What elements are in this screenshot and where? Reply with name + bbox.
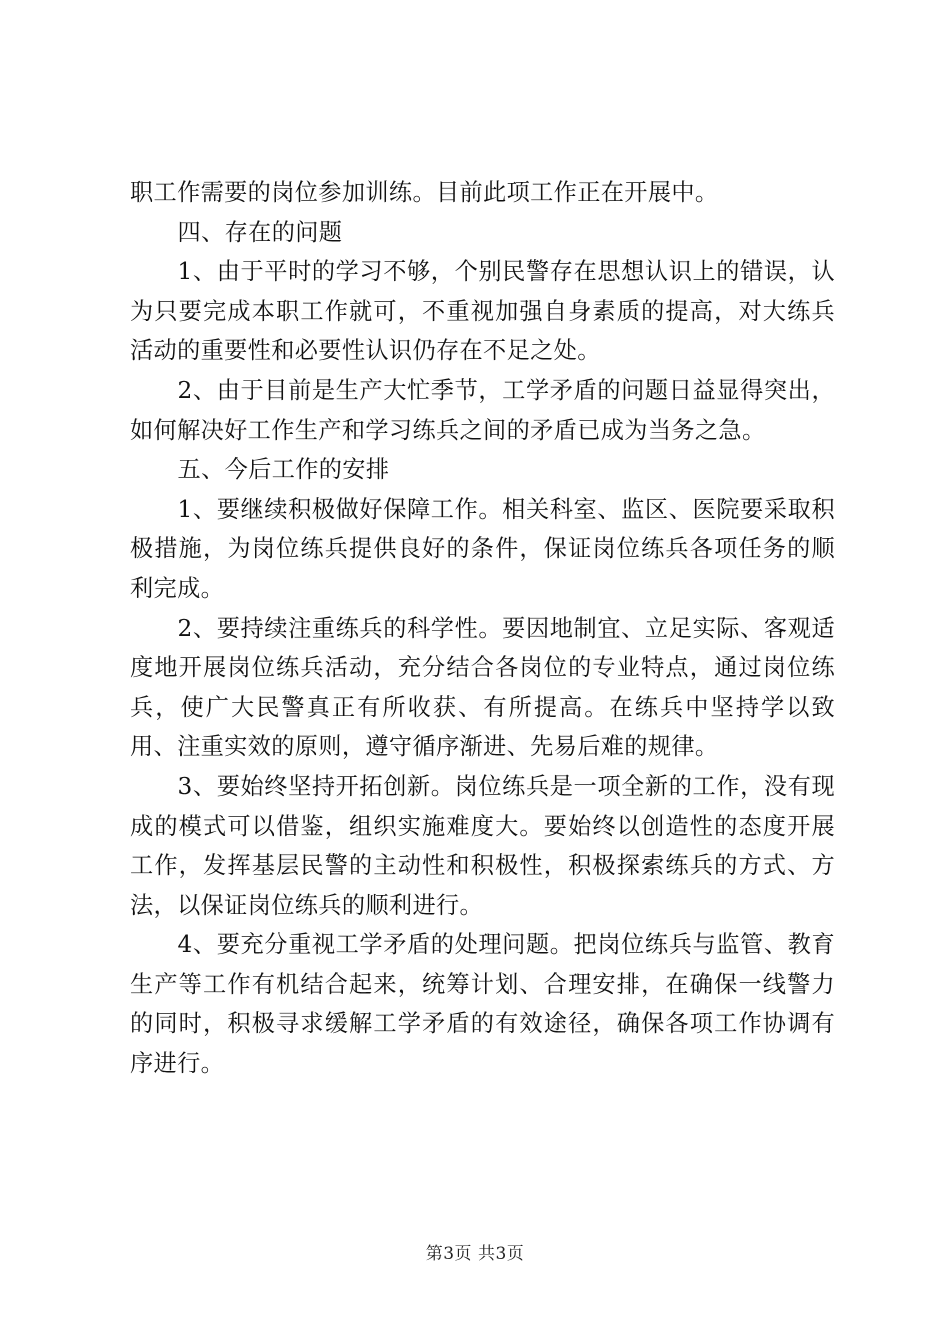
paragraph-plan-4: 4、要充分重视工学矛盾的处理问题。把岗位练兵与监管、教育生产等工作有机结合起来，统筹计划、合理安排，在确保一线警力的同时，积极寻求缓解工学矛盾的有效途径，确保各项工作协调有序进行。: [130, 931, 835, 1078]
paragraph-plan-2: 2、要持续注重练兵的科学性。要因地制宜、立足实际、客观适度地开展岗位练兵活动，充分结合各岗位的专业特点，通过岗位练兵，使广大民警真正有所收获、有所提高。在练兵中坚持学以致用、注重实效的原则，遵守循序渐进、先易后难的规律。: [130, 614, 835, 761]
paragraph-problem-2: 2、由于目前是生产大忙季节，工学矛盾的问题日益显得突出，如何解决好工作生产和学习练兵之间的矛盾已成为当务之急。: [130, 376, 835, 444]
section-heading-problems: 四、存在的问题: [177, 218, 343, 246]
paragraph-continuation: 职工作需要的岗位参加训练。目前此项工作正在开展中。: [130, 179, 719, 206]
document-body: [130, 173, 835, 1084]
section-heading-future-work: 五、今后工作的安排: [177, 456, 390, 484]
paragraph-plan-3: 3、要始终坚持开拓创新。岗位练兵是一项全新的工作，没有现成的模式可以借鉴，组织实施难度大。要始终以创造性的态度开展工作，发挥基层民警的主动性和积极性，积极探索练兵的方式、方法，以保证岗位练兵的顺利进行。: [130, 772, 835, 919]
paragraph-problem-1: 1、由于平时的学习不够，个别民警存在思想认识上的错误，认为只要完成本职工作就可，不重视加强自身素质的提高，对大练兵活动的重要性和必要性认识仍存在不足之处。: [130, 258, 835, 365]
paragraph-plan-1: 1、要继续积极做好保障工作。相关科室、监区、医院要采取积极措施，为岗位练兵提供良好的条件，保证岗位练兵各项任务的顺利完成。: [130, 495, 835, 602]
page-number-footer: 第3页 共3页: [425, 1244, 525, 1264]
